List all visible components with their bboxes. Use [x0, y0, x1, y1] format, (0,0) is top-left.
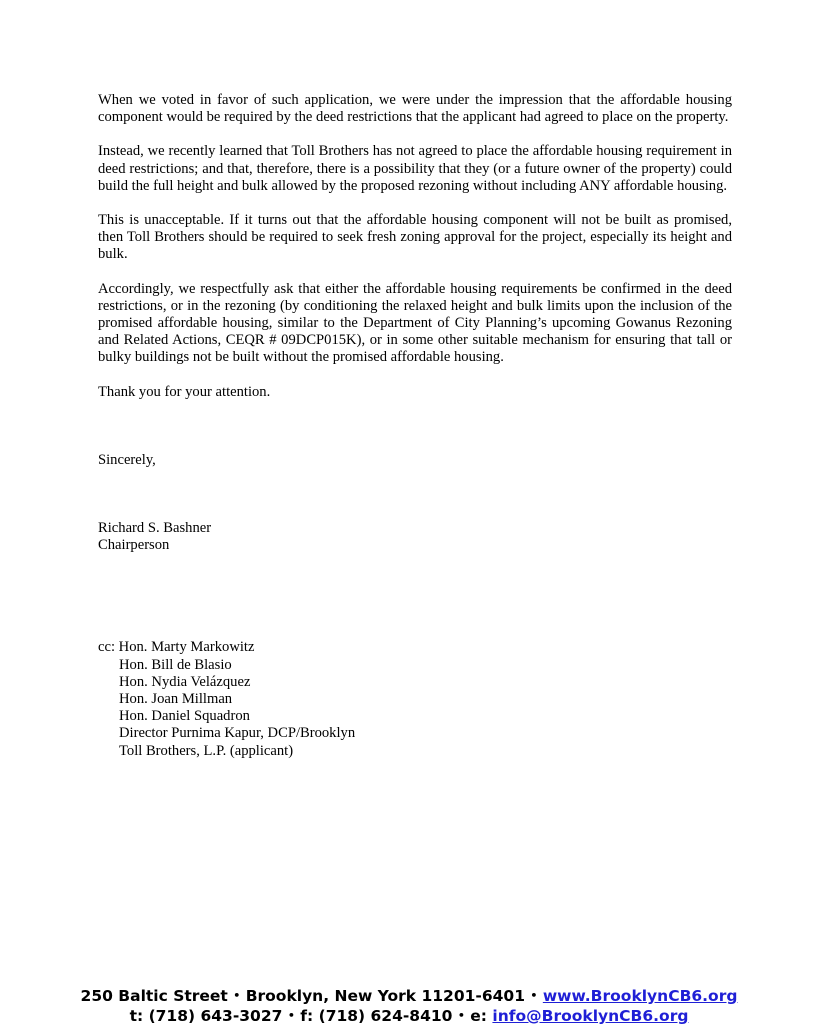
footer-email-label: e:	[470, 1007, 488, 1025]
cc-recipient: Hon. Joan Millman	[119, 691, 233, 708]
cc-first-row	[98, 639, 732, 656]
footer-fax: f: (718) 624-8410	[300, 1007, 453, 1025]
footer-city: Brooklyn, New York 11201-6401	[245, 987, 525, 1005]
signer-title: Chairperson	[98, 537, 170, 554]
cc-recipient: Hon. Nydia Velázquez	[119, 673, 251, 690]
footer-contact-line	[0, 1007, 818, 1025]
closing-line: Sincerely,	[98, 451, 156, 468]
cc-label: cc:	[98, 639, 116, 656]
footer-street: 250 Baltic Street	[80, 987, 228, 1005]
cc-recipient: Hon. Bill de Blasio	[119, 656, 232, 673]
separator-bullet: •	[530, 989, 538, 1002]
letter-body	[98, 92, 732, 760]
cc-recipient: Hon. Marty Markowitz	[118, 639, 255, 656]
paragraph-application-vote: When we voted in favor of such application, we were under the impression that the affordable housing component would be required by the deed restrictions that the applicant had agreed to place on the property.	[98, 92, 732, 126]
separator-bullet: •	[457, 1009, 465, 1022]
website-link[interactable]: www.BrooklynCB6.org	[542, 987, 738, 1005]
cc-list	[98, 639, 732, 759]
cc-recipient: Hon. Daniel Squadron	[119, 708, 250, 725]
signer-name: Richard S. Bashner	[98, 520, 212, 537]
paragraph-request: Accordingly, we respectfully ask that either the affordable housing requirements be confirmed in the deed restrictions, or in the rezoning (by conditioning the relaxed height and bulk limits upon the inclusion of the promised affordable housing, similar to the Department of City Planning’s upcoming Gowanus Rezoning and Related Actions, CEQR # 09DCP015K), or in some other suitable mechanism for ensuring that tall or bulky buildings not be built without the promised affordable housing.	[98, 280, 732, 366]
thank-you-line: Thank you for your attention.	[98, 383, 271, 400]
footer-address-line	[0, 987, 818, 1005]
cc-recipient: Toll Brothers, L.P. (applicant)	[119, 742, 294, 759]
footer-phone: t: (718) 643-3027	[129, 1007, 283, 1025]
separator-bullet: •	[233, 989, 241, 1002]
paragraph-deed-restrictions: Instead, we recently learned that Toll Brothers has not agreed to place the affordable housing requirement in deed restrictions; and that, therefore, there is a possibility that they (or a future owner of the property) could build the full height and bulk allowed by the proposed rezoning without including ANY affordable housing.	[98, 143, 732, 194]
cc-recipient: Director Purnima Kapur, DCP/Brooklyn	[119, 725, 356, 742]
separator-bullet: •	[287, 1009, 295, 1022]
paragraph-unacceptable: This is unacceptable. If it turns out that the affordable housing component will not be built as promised, then Toll Brothers should be required to seek fresh zoning approval for the project, especially its height and bulk.	[98, 212, 732, 263]
email-link[interactable]: info@BrooklynCB6.org	[492, 1007, 689, 1025]
